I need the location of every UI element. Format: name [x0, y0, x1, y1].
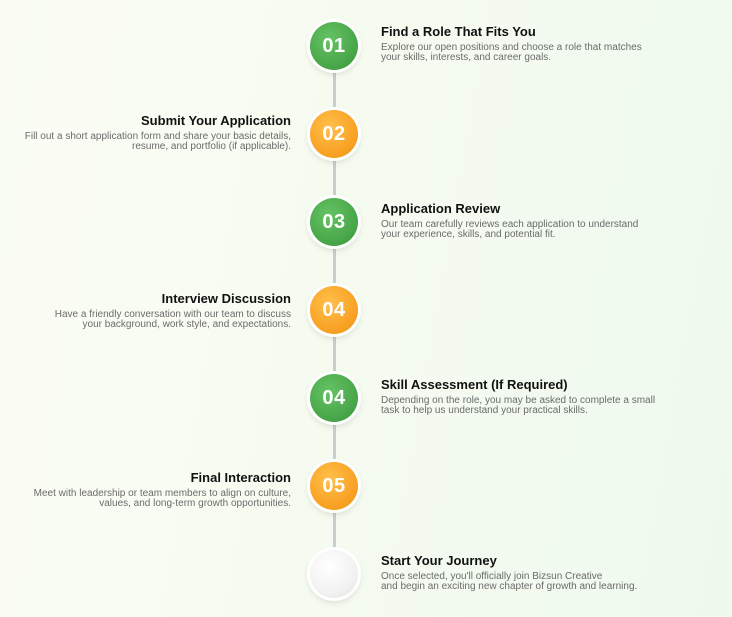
step-title-2: Submit Your Application	[141, 113, 291, 128]
step-description-6-line-1: Meet with leadership or team members to align on culture,	[33, 488, 291, 499]
step-title-1: Find a Role That Fits You	[381, 24, 536, 39]
step-description-4	[0, 310, 291, 330]
step-final-badge	[310, 550, 358, 598]
step-text-7	[381, 553, 671, 592]
step-number-badge-4: 04	[310, 286, 358, 334]
step-title-7: Start Your Journey	[381, 553, 497, 568]
step-description-1-line-1: Explore our open positions and choose a role that matches	[381, 42, 642, 53]
step-description-3	[381, 220, 671, 240]
step-description-2-line-2: resume, and portfolio (if applicable).	[132, 141, 291, 152]
step-number-badge-2: 02	[310, 110, 358, 158]
step-text-3	[381, 201, 671, 240]
step-description-1-line-2: your skills, interests, and career goals.	[381, 52, 552, 63]
step-description-4-line-2: your background, work style, and expectations.	[82, 319, 291, 330]
step-title-5: Skill Assessment (If Required)	[381, 377, 568, 392]
timeline-step-6	[0, 462, 732, 522]
step-text-5	[381, 377, 671, 416]
step-title-3: Application Review	[381, 201, 501, 216]
timeline-step-7	[0, 550, 732, 610]
step-description-5-line-1: Depending on the role, you may be asked to complete a small	[381, 395, 656, 406]
timeline-step-4	[0, 286, 732, 346]
step-description-3-line-1: Our team carefully reviews each application to understand	[381, 219, 639, 230]
step-description-7-line-2: and begin an exciting new chapter of growth and learning.	[381, 581, 638, 592]
step-text-2	[0, 113, 291, 152]
step-number-badge-3: 03	[310, 198, 358, 246]
step-description-5-line-2: task to help us understand your practical skills.	[381, 405, 588, 416]
timeline-step-1	[0, 22, 732, 82]
step-text-1	[381, 24, 671, 63]
step-title-4: Interview Discussion	[161, 291, 291, 306]
step-description-3-line-2: your experience, skills, and potential fit.	[381, 229, 556, 240]
step-number-badge-1: 01	[310, 22, 358, 70]
step-description-7	[381, 572, 671, 592]
step-description-6	[0, 489, 291, 509]
step-description-1	[381, 43, 671, 63]
step-description-5	[381, 396, 671, 416]
step-description-6-line-2: values, and long-term growth opportunities.	[99, 498, 291, 509]
step-text-4	[0, 291, 291, 330]
timeline-step-5	[0, 374, 732, 434]
step-text-6	[0, 470, 291, 509]
step-number-badge-5: 04	[310, 374, 358, 422]
timeline-step-2	[0, 110, 732, 170]
step-description-2	[0, 132, 291, 152]
timeline-step-3	[0, 198, 732, 258]
step-description-7-line-1: Once selected, you'll officially join Bizsun Creative	[381, 571, 603, 582]
step-title-6: Final Interaction	[190, 470, 291, 485]
step-number-badge-6: 05	[310, 462, 358, 510]
step-description-2-line-1: Fill out a short application form and share your basic details,	[24, 131, 291, 142]
step-description-4-line-1: Have a friendly conversation with our team to discuss	[54, 309, 291, 320]
